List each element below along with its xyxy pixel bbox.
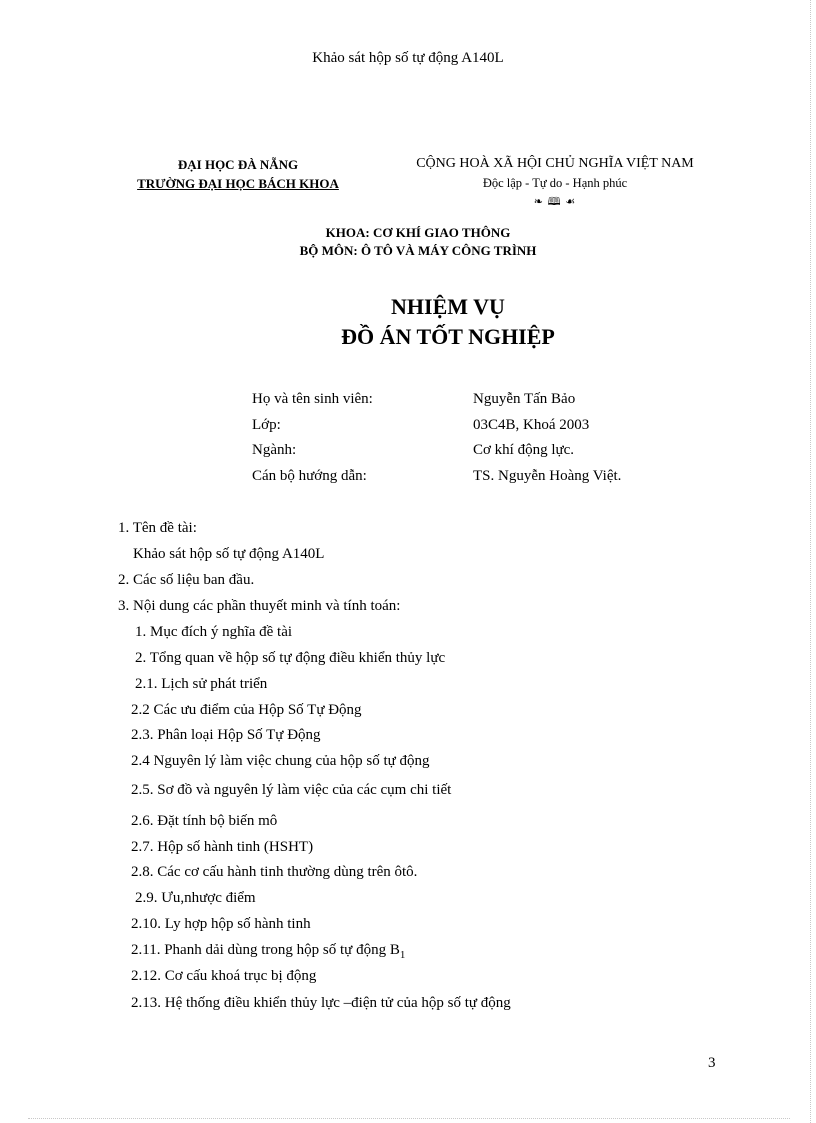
list-item: 2.3. Phân loại Hộp Số Tự Động (131, 727, 321, 743)
document-title: NHIỆM VỤ (391, 294, 505, 319)
info-value-student-name: Nguyễn Tấn Bảo (473, 391, 576, 407)
running-header-title: Khảo sát hộp số tự động A140L (312, 50, 504, 66)
department-name: BỘ MÔN: Ô TÔ VÀ MÁY CÔNG TRÌNH (299, 243, 537, 258)
info-label-advisor: Cán bộ hướng dẫn: (252, 468, 367, 484)
list-item: 2.6. Đặt tính bộ biến mô (131, 813, 278, 829)
info-value-major: Cơ khí động lực. (473, 442, 575, 458)
ornament-divider: ❧ 🕮 ☙ (533, 196, 577, 208)
info-label-student-name: Họ và tên sinh viên: (252, 391, 373, 407)
country-name: CỘNG HOÀ XÃ HỘI CHỦ NGHĨA VIỆT NAM (416, 156, 694, 171)
list-item: 2.7. Hộp số hành tinh (HSHT) (131, 839, 314, 855)
subscript-number: 1 (399, 949, 406, 961)
info-label-class: Lớp: (252, 417, 281, 433)
list-item: 2.13. Hệ thống điều khiển thủy lực –điện tử của hộp số tự động (131, 995, 511, 1011)
list-item: 2.10. Ly hợp hộp số hành tinh (131, 916, 311, 932)
list-item: 2. Các số liệu ban đầu. (118, 572, 255, 588)
school-name: TRƯỜNG ĐẠI HỌC BÁCH KHOA (137, 176, 339, 191)
info-value-class: 03C4B, Khoá 2003 (473, 417, 590, 433)
page-border-bottom (28, 1118, 790, 1119)
list-item-text: 2.11. Phanh dải dùng trong hộp số tự động B (131, 942, 400, 958)
university-name: ĐẠI HỌC ĐÀ NẴNG (177, 157, 299, 172)
document-subtitle: ĐỒ ÁN TỐT NGHIỆP (341, 324, 555, 349)
list-item: 2.9. Ưu,nhược điểm (135, 890, 256, 906)
list-item: 2.8. Các cơ cấu hành tinh thường dùng trên ôtô. (131, 864, 418, 880)
faculty-name: KHOA: CƠ KHÍ GIAO THÔNG (325, 225, 511, 240)
list-item-with-subscript (131, 942, 405, 961)
info-label-major: Ngành: (252, 442, 297, 458)
list-item: 3. Nội dung các phần thuyết minh và tính toán: (118, 598, 401, 614)
info-value-advisor: TS. Nguyễn Hoàng Việt. (473, 468, 622, 484)
list-item: 2.1. Lịch sử phát triển (135, 676, 268, 692)
list-item: 2.2 Các ưu điểm của Hộp Số Tự Động (131, 702, 362, 718)
list-item: 2.12. Cơ cấu khoá trục bị động (131, 968, 317, 984)
list-item: 1. Tên đề tài: (118, 520, 197, 536)
list-item: 2.4 Nguyên lý làm việc chung của hộp số tự động (131, 753, 430, 769)
national-motto: Độc lập - Tự do - Hạnh phúc (482, 176, 628, 190)
list-item: 2.5. Sơ đồ và nguyên lý làm việc của các cụm chi tiết (131, 782, 452, 798)
list-item: 2. Tổng quan về hộp số tự động điều khiển thủy lực (135, 650, 446, 666)
list-item: Khảo sát hộp số tự động A140L (133, 546, 325, 562)
page-border-right (810, 0, 811, 1123)
list-item: 1. Mục đích ý nghĩa đề tài (135, 624, 293, 640)
page-number: 3 (708, 1055, 716, 1071)
